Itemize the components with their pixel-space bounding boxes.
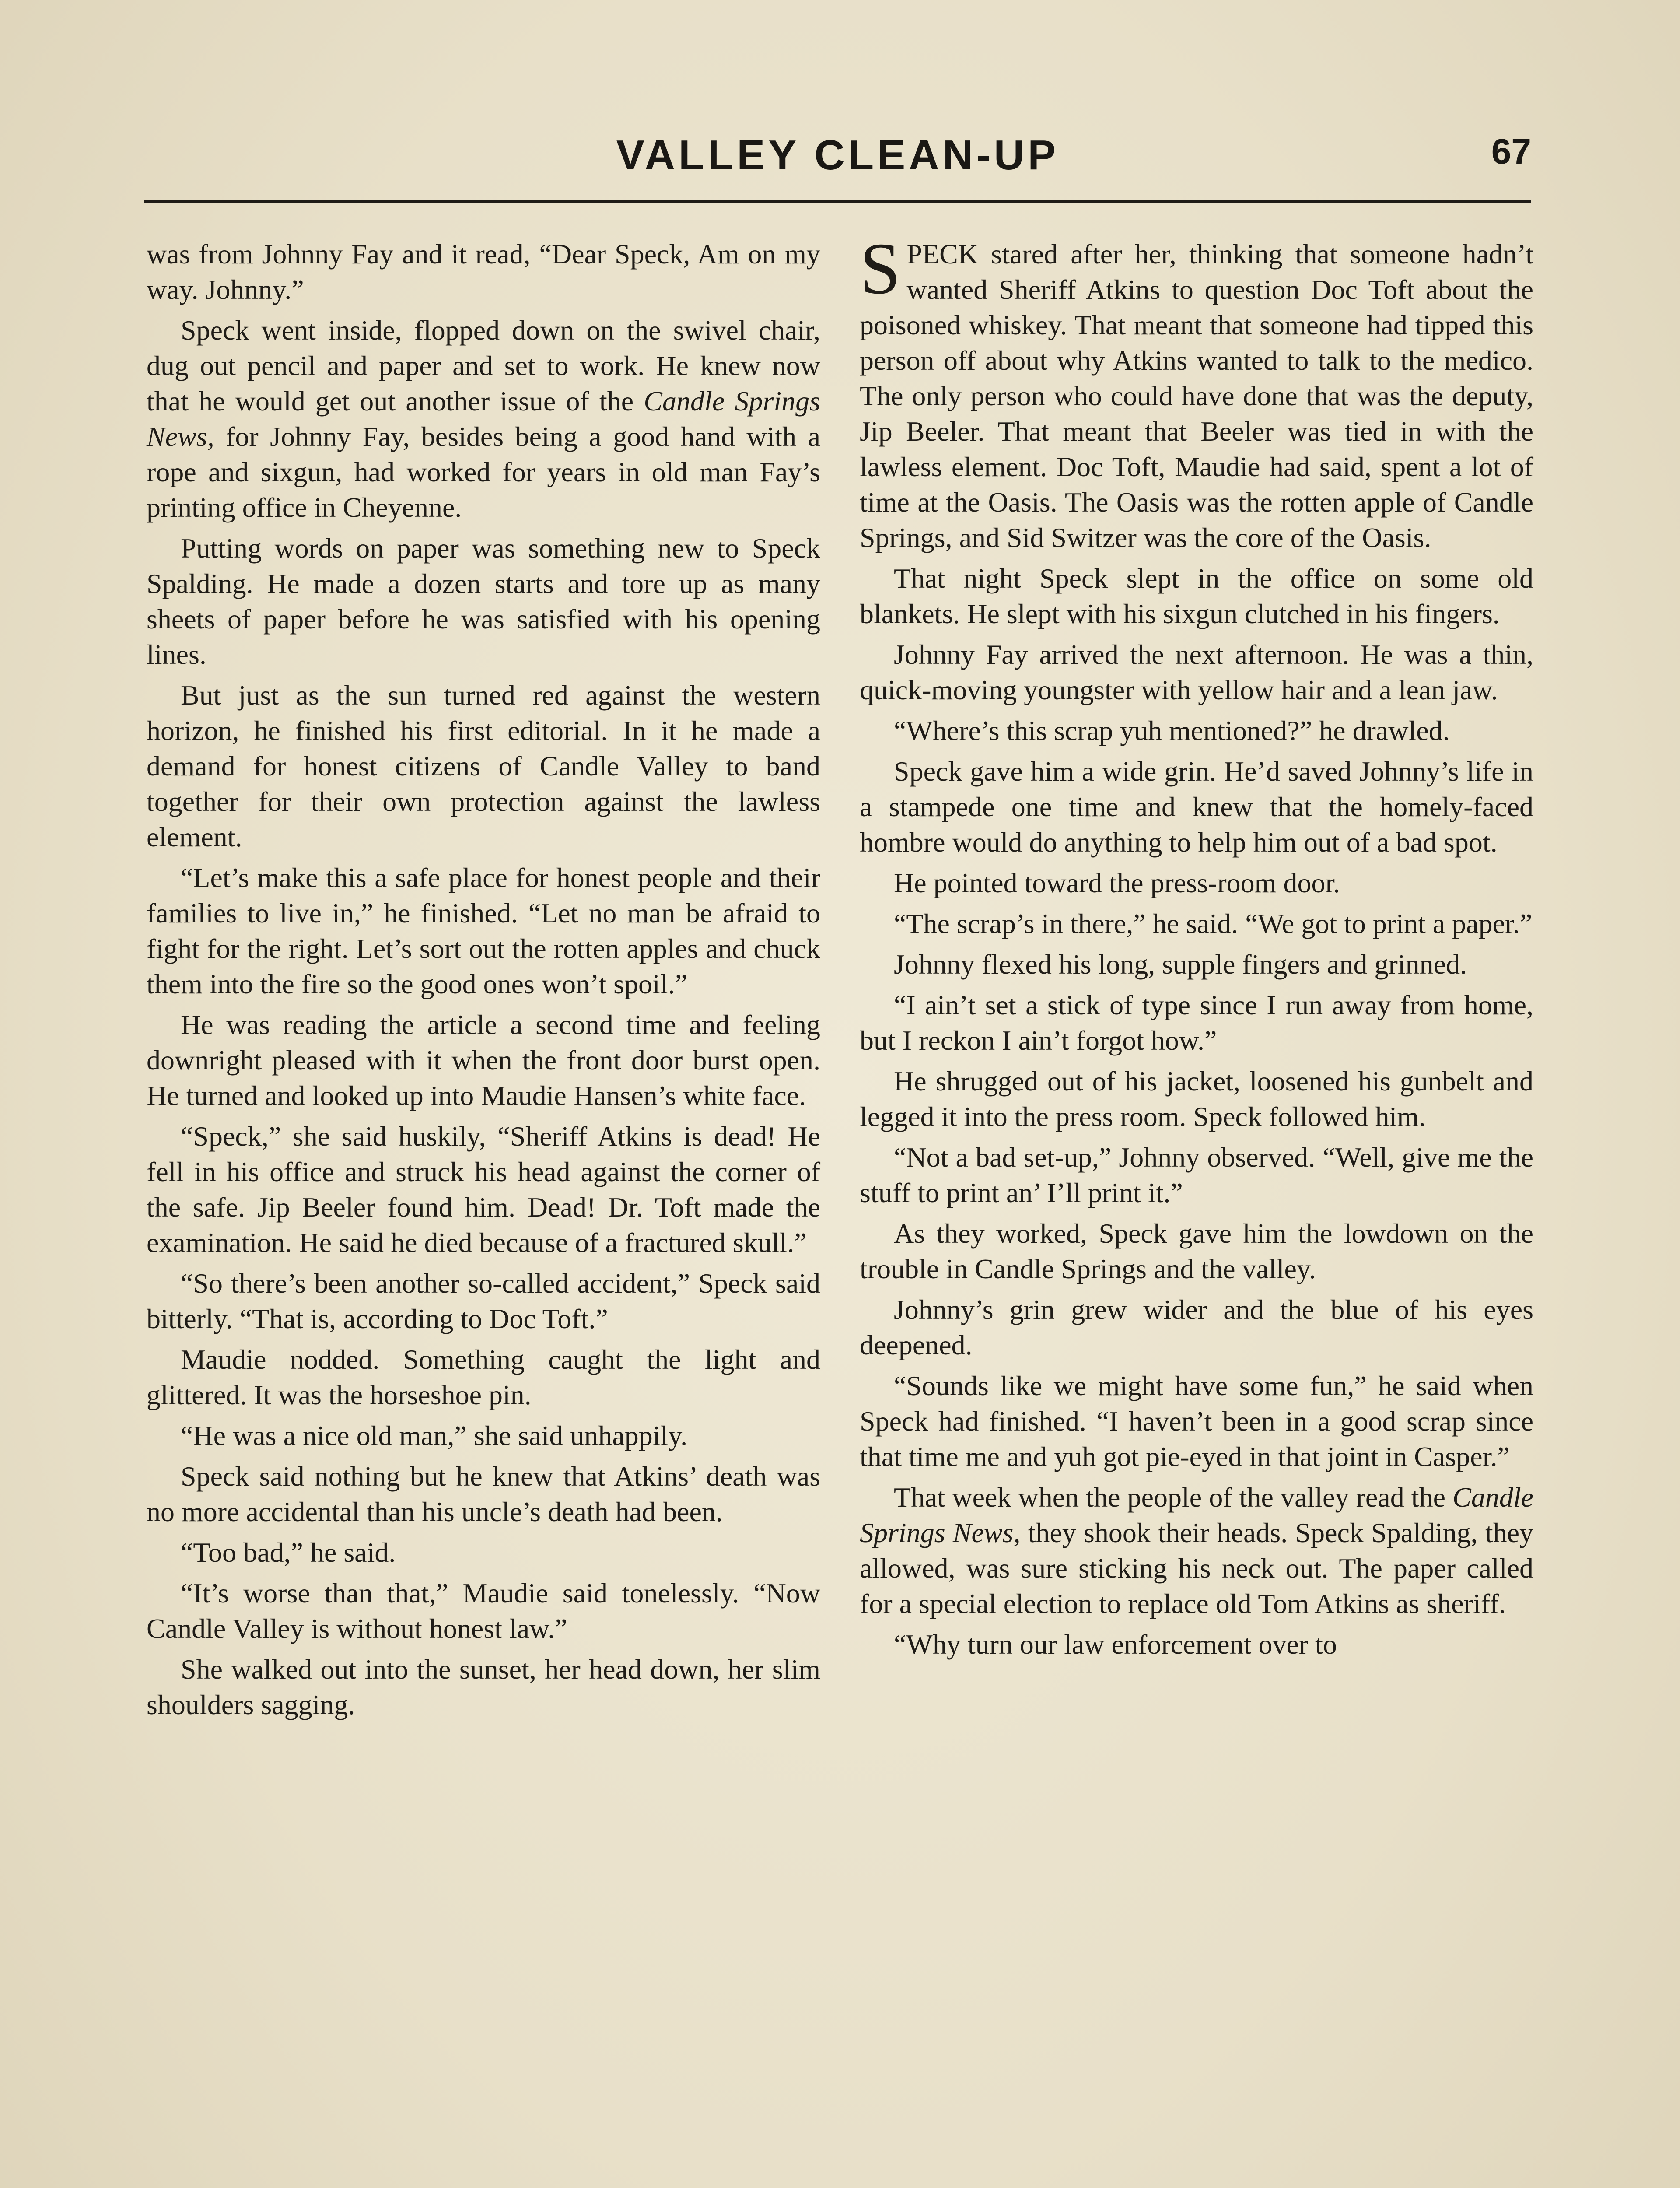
paragraph: “Where’s this scrap yuh mentioned?” he drawled. [894, 715, 1450, 746]
paragraph: “So there’s been another so-called accident,” Speck said bitterly. “That is, according to Doc Toft.” [147, 1268, 820, 1334]
paragraph: Speck gave him a wide grin. He’d saved Johnny’s life in a stampede one time and knew that the homely-faced hombre would do anything to help him out of a bad spot. [860, 756, 1533, 858]
header-rule [144, 200, 1531, 203]
paragraph: He was reading the article a second time and feeling downright pleased with it when the front door burst open. He turned and looked up into Maudie Hansen’s white face. [147, 1009, 820, 1111]
paragraph: “Let’s make this a safe place for honest people and their families to live in,” he finished. “Let no man be afraid to fight for the right. Let’s sort out the rotten apples and chuck them into the fire so the good ones won’t spoil.” [147, 862, 820, 999]
paragraph: “Sounds like we might have some fun,” he said when Speck had finished. “I haven’t been in a good scrap since that time me and yuh got pie-eyed in that joint in Casper.” [860, 1370, 1533, 1472]
paragraph-text: Speck went inside, flopped down on the swivel chair, dug out pencil and paper and set to work. He knew now that he would get out another issue of the [147, 315, 820, 417]
drop-cap: S [860, 228, 901, 309]
paragraph: He shrugged out of his jacket, loosened his gunbelt and legged it into the press room. Speck followed him. [860, 1066, 1533, 1132]
paragraph: That night Speck slept in the office on some old blankets. He slept with his sixgun clutched in his fingers. [860, 563, 1533, 629]
running-title: VALLEY CLEAN-UP [616, 132, 1060, 179]
paragraph: Johnny’s grin grew wider and the blue of his eyes deepened. [860, 1294, 1533, 1360]
paragraph: Johnny flexed his long, supple fingers and grinned. [894, 949, 1467, 980]
paragraph-text: for Johnny Fay, besides being a good hand with a rope and sixgun, had worked for years in old man Fay’s printing office in Cheyenne. [147, 421, 820, 523]
paragraph [860, 1480, 1533, 1621]
paragraph: Putting words on paper was something new to Speck Spalding. He made a dozen starts and tore up as many sheets of paper before he was satisfied with his opening lines. [147, 533, 820, 670]
paragraph: “Speck,” she said huskily, “Sheriff Atkins is dead! He fell in his office and struck his head against the corner of the safe. Jip Beeler found him. Dead! Dr. Toft made the examination. He said he died because of a fractured skull.” [147, 1121, 820, 1258]
page-header [144, 123, 1531, 188]
paragraph: Johnny Fay arrived the next afternoon. He was a thin, quick-moving youngster with yellow hair and a lean jaw. [860, 639, 1533, 705]
page-number: 67 [1491, 132, 1531, 172]
left-column [147, 236, 820, 1728]
paragraph: As they worked, Speck gave him the lowdown on the trouble in Candle Springs and the valley. [860, 1218, 1533, 1284]
newspaper-title: Candle Springs News, [147, 386, 821, 452]
paragraph [860, 228, 1533, 555]
paragraph: Speck said nothing but he knew that Atkins’ death was no more accidental than his uncle’s death had been. [147, 1461, 820, 1527]
paragraph: He pointed toward the press-room door. [894, 867, 1340, 898]
paragraph: “The scrap’s in there,” he said. “We got to print a paper.” [894, 908, 1533, 939]
paragraph: “He was a nice old man,” she said unhappily. [181, 1420, 688, 1451]
paragraph: was from Johnny Fay and it read, “Dear Speck, Am on my way. Johnny.” [147, 238, 820, 305]
paragraph: “It’s worse than that,” Maudie said tonelessly. “Now Candle Valley is without honest law.” [147, 1578, 820, 1644]
paragraph: “Why turn our law enforcement over to [894, 1629, 1337, 1660]
paragraph-text: they shook their heads. Speck Spalding, they allowed, was sure sticking his neck out. The paper called for a special election to replace old Tom Atkins as sheriff. [860, 1517, 1534, 1619]
paragraph-text: That week when the people of the valley read the [894, 1482, 1453, 1513]
paragraph [147, 312, 820, 525]
paragraph: “I ain’t set a stick of type since I run away from home, but I reckon I ain’t forgot how.” [860, 989, 1533, 1056]
paragraph-text: PECK stared after her, thinking that someone hadn’t wanted Sheriff Atkins to question Doc Toft about the poisoned whiskey. That meant that someone had tipped this person off about why Atkins wanted to talk to the medico. The only person who could have done that was the deputy, Jip Beeler. That meant that Beeler was tied in with the lawless element. Doc Toft, Maudie had said, spent a lot of time at the Oasis. The Oasis was the rotten apple of Candle Springs, and Sid Switzer was the core of the Oasis. [860, 238, 1533, 553]
right-column [860, 228, 1534, 1667]
newspaper-title: Candle Springs News, [860, 1482, 1533, 1548]
paragraph: “Not a bad set-up,” Johnny observed. “Well, give me the stuff to print an’ I’ll print it.” [860, 1142, 1533, 1208]
paragraph: “Too bad,” he said. [181, 1537, 396, 1568]
paragraph: But just as the sun turned red against the western horizon, he finished his first editorial. In it he made a demand for honest citizens of Candle Valley to band together for their own protection against the lawless element. [147, 680, 820, 852]
paragraph: Maudie nodded. Something caught the light and glittered. It was the horseshoe pin. [147, 1344, 820, 1410]
paragraph: She walked out into the sunset, her head down, her slim shoulders sagging. [147, 1654, 820, 1720]
